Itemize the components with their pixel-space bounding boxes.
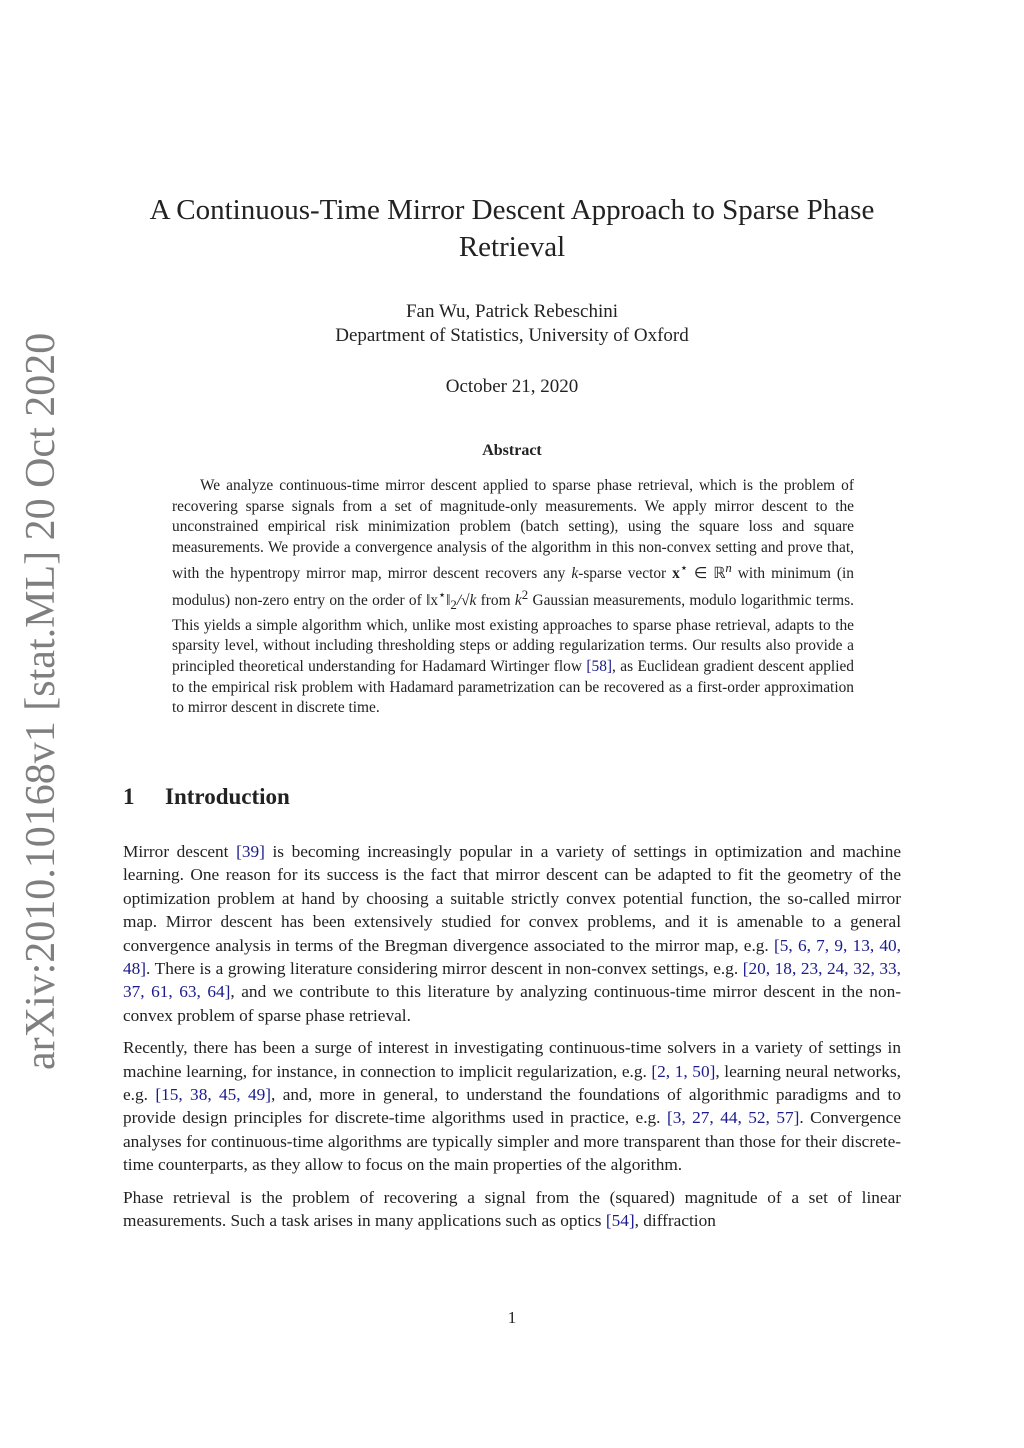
affiliation: Department of Statistics, University of Oxford [335, 325, 689, 346]
citation-link[interactable]: [54] [605, 1211, 635, 1231]
citation-link[interactable]: [2, 1, 50] [651, 1061, 716, 1081]
section-title: Introduction [165, 784, 290, 809]
section-heading [123, 784, 290, 810]
citation-link[interactable]: [3, 27, 44, 52, 57] [666, 1108, 800, 1128]
body-text [123, 840, 901, 1242]
paragraph-1: Mirror descent [39] is becoming increasingly popular in a variety of settings in optimization and machine learning. One reason for its success is the fact that mirror descent can be adapted to fit the geometry of the optimization problem at hand by choosing a suitable strictly convex potential function, the so-called mirror map. Mirror descent has been extensively studied for convex problems, and it is amenable to a general convergence analysis in terms of the Bregman divergence associated to the mirror map, e.g. [5, 6, 7, 9, 13, 40, 48]. There is a growing literature considering mirror descent in non-convex settings, e.g. [20, 18, 23, 24, 32, 33, 37, 61, 63, 64], and we contribute to this literature by analyzing continuous-time mirror descent in the non-convex problem of sparse phase retrieval. [123, 842, 902, 1025]
paper-title: A Continuous-Time Mirror Descent Approach to Sparse Phase Retrieval [149, 194, 875, 263]
citation-link[interactable]: [15, 38, 45, 49] [155, 1085, 272, 1105]
citation-link[interactable]: [20, 18, 23, 24, 32, 33, 37, 61, 63, 64] [123, 959, 901, 1002]
abstract-heading: Abstract [482, 442, 542, 459]
authors: Fan Wu, Patrick Rebeschini [405, 301, 619, 322]
citation-link[interactable]: [39] [236, 842, 265, 861]
paragraph-2: Recently, there has been a surge of interest in investigating continuous-time solvers in a variety of settings in machine learning, for instance, in connection to implicit regularization, e.g. [2, 1, 50], learning neural networks, e.g. [15, 38, 45, 49], and, more in general, to understand the foundations of algorithmic paradigms and to provide design principles for discrete-time algorithms used in practice, e.g. [3, 27, 44, 52, 57]. Convergence analyses for continuous-time algorithms are typically simpler and more transparent than those for their discrete-time counterparts, as they allow to focus on the main properties of the algorithm. [123, 1038, 901, 1175]
section-number: 1 [123, 784, 135, 809]
arxiv-identifier-stamp: arXiv:2010.10168v1 [stat.ML] 20 Oct 2020 [18, 332, 64, 1070]
citation-link[interactable]: [5, 6, 7, 9, 13, 40, 48] [123, 935, 901, 979]
paragraph-3: Phase retrieval is the problem of recovering a signal from the (squared) magnitude of a set of linear measurements. Such a task arises in many applications such as optics [54], diffraction [123, 1187, 901, 1231]
abstract [172, 476, 854, 719]
date: October 21, 2020 [445, 376, 579, 397]
abstract-paragraph: We analyze continuous-time mirror descent applied to sparse phase retrieval, which is the problem of recovering sparse signals from a set of magnitude-only measurements. We apply mirror descent to the unconstrained empirical risk minimization problem (batch setting), using the square loss and square measurements. We provide a convergence analysis of the algorithm in this non-convex setting and prove that, with the hypentropy mirror map, mirror descent recovers any k-sparse vector x⋆ ∈ ℝ$^n$ with minimum (in modulus) non-zero entry on the order of $‖x^⋆‖_2/√k$ from $k^2$ Gaussian measurements, modulo logarithmic terms. This yields a simple algorithm which, unlike most existing approaches to sparse phase retrieval, adapts to the sparsity level, without including thresholding steps or adding regularization terms. Our results also provide a principled theoretical understanding for Hadamard Wirtinger flow [58], as Euclidean gradient descent applied to the empirical risk problem with Hadamard parametrization can be recovered as a first-order approximation to mirror descent in discrete time. [172, 477, 854, 717]
citation-link[interactable]: [58] [586, 658, 613, 676]
page-number: 1 [507, 1308, 517, 1327]
